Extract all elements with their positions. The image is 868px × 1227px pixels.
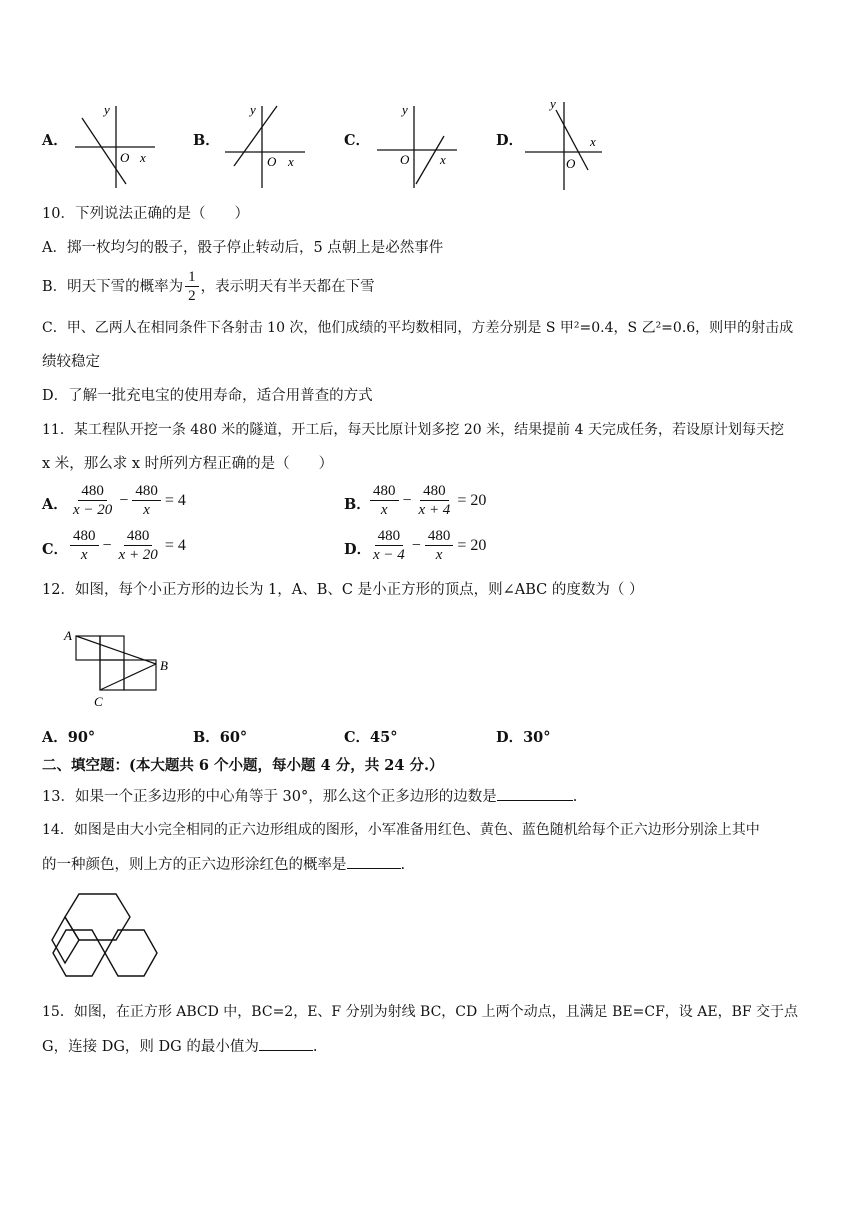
q11-option-a-label: A． xyxy=(42,496,68,513)
q10-option-d: D．了解一批充电宝的使用寿命，适合用普查的方式 xyxy=(42,388,373,404)
q12-option-d: D．30° xyxy=(496,729,551,746)
q11b-den1: x xyxy=(380,502,388,518)
section-heading-fill-in: 二、填空题：(本大题共 6 个小题，每小题 4 分，共 24 分.） xyxy=(42,757,444,774)
q10-option-c-line1: C．甲、乙两人在相同条件下各射击 10 次，他们成绩的平均数相同，方差分别是 S 甲²=0.4，S 乙²=0.6，则甲的射击成 xyxy=(42,320,794,336)
q14-end: . xyxy=(400,857,406,873)
q9b-x-label: x xyxy=(288,154,294,169)
q9d-x-label: x xyxy=(590,134,596,149)
q9d-y-label: y xyxy=(550,96,556,111)
q9-option-c-label: C． xyxy=(344,132,371,149)
q9-graph-d xyxy=(522,96,612,192)
q10-b-suffix: ，表示明天有半天都在下雪 xyxy=(200,278,375,295)
q11-option-d-label: D． xyxy=(344,541,372,558)
q9b-origin-label: O xyxy=(267,154,277,169)
q9-graph-a xyxy=(70,100,160,190)
q11d-num2: 480 xyxy=(425,527,454,546)
q12-label-c: C xyxy=(94,694,103,709)
q9a-origin-label: O xyxy=(120,150,130,165)
q10-stem: 10．下列说法正确的是（ ） xyxy=(42,206,249,222)
q14-line2: 的一种颜色，则上方的正六边形涂红色的概率是 xyxy=(42,857,347,873)
hexagon-bottom-left xyxy=(53,930,105,976)
q9-graph-c xyxy=(372,100,462,190)
q12-option-c: C．45° xyxy=(344,729,398,746)
q11a-den1: x − 20 xyxy=(73,502,113,518)
q10-b-prefix: B．明天下雪的概率为 xyxy=(42,278,184,295)
q11a-num2: 480 xyxy=(132,482,161,501)
q11a-rhs: = 4 xyxy=(164,491,186,509)
q11a-num1: 480 xyxy=(78,482,107,501)
q13-text xyxy=(42,786,577,807)
q10-option-b xyxy=(42,268,375,305)
q12-option-b: B．60° xyxy=(193,729,248,746)
q15-line1: 15．如图，在正方形 ABCD 中，BC=2，E、F 分别为射线 BC，CD 上两个动点，且满足 BE=CF，设 AE，BF 交于点 xyxy=(42,1004,799,1020)
q11c-den1: x xyxy=(80,547,88,563)
q11-stem-line1: 11．某工程队开挖一条 480 米的隧道，开工后，每天比原计划多挖 20 米，结果提前 4 天完成任务，若设原计划每天挖 xyxy=(42,422,784,438)
q11d-operator: − xyxy=(411,536,421,554)
q14-answer-blank xyxy=(347,854,401,869)
q12-label-b: B xyxy=(160,658,168,673)
q10-option-c-line2: 绩较稳定 xyxy=(42,354,100,370)
q14-line1: 14．如图是由大小完全相同的正六边形组成的图形，小军准备用红色、黄色、蓝色随机给每个正六边形分别涂上其中 xyxy=(42,822,760,838)
q9-option-d-label: D． xyxy=(496,132,524,149)
q15-answer-blank xyxy=(259,1036,313,1051)
q12-option-a: A．90° xyxy=(42,729,96,746)
q11c-operator: − xyxy=(102,536,112,554)
q11b-operator: − xyxy=(402,491,412,509)
q11d-den2: x xyxy=(435,547,443,563)
q11-option-b-label: B． xyxy=(344,496,371,513)
q12-stem: 12．如图，每个小正方形的边长为 1，A、B、C 是小正方形的顶点，则∠ABC 的度数为（ ） xyxy=(42,582,644,598)
q9a-y-label: y xyxy=(104,102,110,117)
q14-line2-wrap xyxy=(42,854,405,875)
q11b-rhs: = 20 xyxy=(457,491,487,509)
q11-option-c-equation xyxy=(68,527,188,564)
q15-end: . xyxy=(312,1039,318,1055)
q11d-num1: 480 xyxy=(375,527,404,546)
q11c-rhs: = 4 xyxy=(164,536,186,554)
q11b-den2: x + 4 xyxy=(418,502,451,518)
q11-option-b-equation xyxy=(368,482,488,519)
q10-b-fraction xyxy=(185,268,199,305)
q10-b-numerator: 1 xyxy=(185,268,199,287)
q11d-den1: x − 4 xyxy=(373,547,405,563)
q9c-x-label: x xyxy=(440,152,446,167)
q10-option-a: A．掷一枚均匀的骰子，骰子停止转动后，5 点朝上是必然事件 xyxy=(42,240,444,256)
q11-stem-line2: x 米，那么求 x 时所列方程正确的是（ ） xyxy=(42,456,334,472)
q9-option-b-label: B． xyxy=(193,132,220,149)
q9-graph-b xyxy=(220,100,310,190)
q9-option-a-label: A． xyxy=(42,132,68,149)
q11d-rhs: = 20 xyxy=(457,536,487,554)
q11b-num1: 480 xyxy=(370,482,399,501)
q9a-x-label: x xyxy=(140,150,146,165)
q13-stem: 13．如果一个正多边形的中心角等于 30°，那么这个正多边形的边数是 xyxy=(42,789,497,805)
q13-end: . xyxy=(572,789,578,805)
q9c-origin-label: O xyxy=(400,152,410,167)
q11a-den2: x xyxy=(143,502,150,518)
q12-label-a: A xyxy=(64,628,72,643)
hexagon-bottom-right xyxy=(105,930,157,976)
q10-b-denominator: 2 xyxy=(188,288,196,304)
q12-grid-figure xyxy=(60,624,180,710)
q11a-operator: − xyxy=(119,491,129,509)
q11b-num2: 480 xyxy=(420,482,449,501)
q9d-origin-label: O xyxy=(566,156,576,171)
q11-option-a-equation xyxy=(68,482,188,519)
q11c-num2: 480 xyxy=(124,527,153,546)
q9b-y-label: y xyxy=(250,102,256,117)
q11c-num1: 480 xyxy=(70,527,99,546)
q11-option-c-label: C． xyxy=(42,541,69,558)
q15-line2: G，连接 DG，则 DG 的最小值为 xyxy=(42,1039,259,1055)
q14-hexagon-figure xyxy=(48,888,160,988)
q13-answer-blank xyxy=(497,786,573,801)
q11c-den2: x + 20 xyxy=(118,547,158,563)
q11-option-d-equation xyxy=(368,527,488,564)
q15-line2-wrap xyxy=(42,1036,317,1057)
q9c-y-label: y xyxy=(402,102,408,117)
